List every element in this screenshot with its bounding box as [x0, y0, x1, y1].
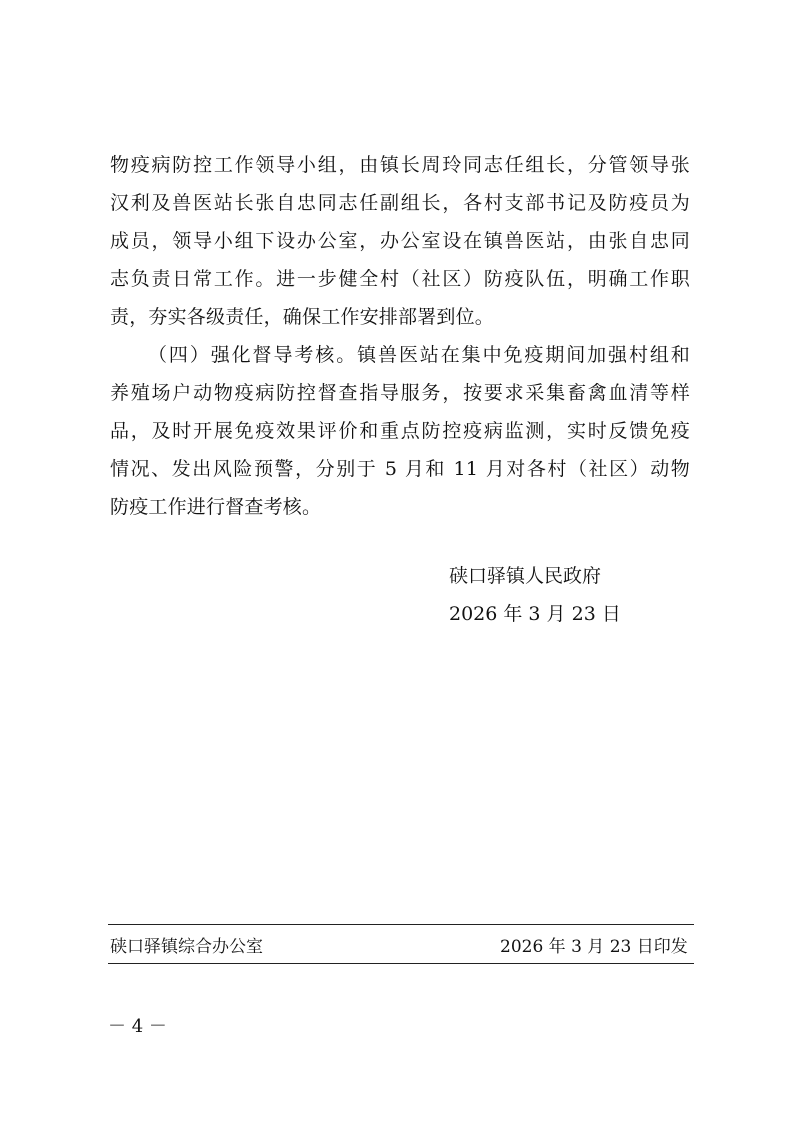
- footer-top-rule: [108, 924, 694, 925]
- footer-bottom-rule: [108, 963, 694, 964]
- paragraph-line: （四）强化督导考核。镇兽医站在集中免疫期间加强村组和: [148, 344, 690, 366]
- signature-date: 2026 年 3 月 23 日: [449, 603, 621, 625]
- paragraph-line: 责，夯实各级责任，确保工作安排部署到位。: [110, 306, 495, 328]
- paragraph-line: 养殖场户动物疫病防控督查指导服务，按要求采集畜禽血清等样: [110, 382, 690, 404]
- paragraph-line: 品，及时开展免疫效果评价和重点防控疫病监测，实时反馈免疫: [110, 420, 690, 442]
- footer-issuer: 硖口驿镇综合办公室: [110, 937, 263, 957]
- paragraph-line: 志负责日常工作。进一步健全村（社区）防疫队伍，明确工作职: [110, 268, 690, 290]
- paragraph-line: 情况、发出风险预警，分别于 5 月和 11 月对各村（社区）动物: [110, 458, 690, 480]
- paragraph-line: 汉利及兽医站长张自忠同志任副组长，各村支部书记及防疫员为: [110, 192, 690, 214]
- paragraph-line: 成员，领导小组下设办公室，办公室设在镇兽医站，由张自忠同: [110, 230, 690, 252]
- footer-issue-date: 2026 年 3 月 23 日印发: [500, 937, 688, 957]
- page-number: － 4 －: [108, 1016, 167, 1037]
- signature-organization: 硖口驿镇人民政府: [449, 565, 602, 587]
- paragraph-line: 物疫病防控工作领导小组，由镇长周玲同志任组长，分管领导张: [110, 154, 690, 176]
- paragraph-line: 防疫工作进行督查考核。: [110, 496, 322, 518]
